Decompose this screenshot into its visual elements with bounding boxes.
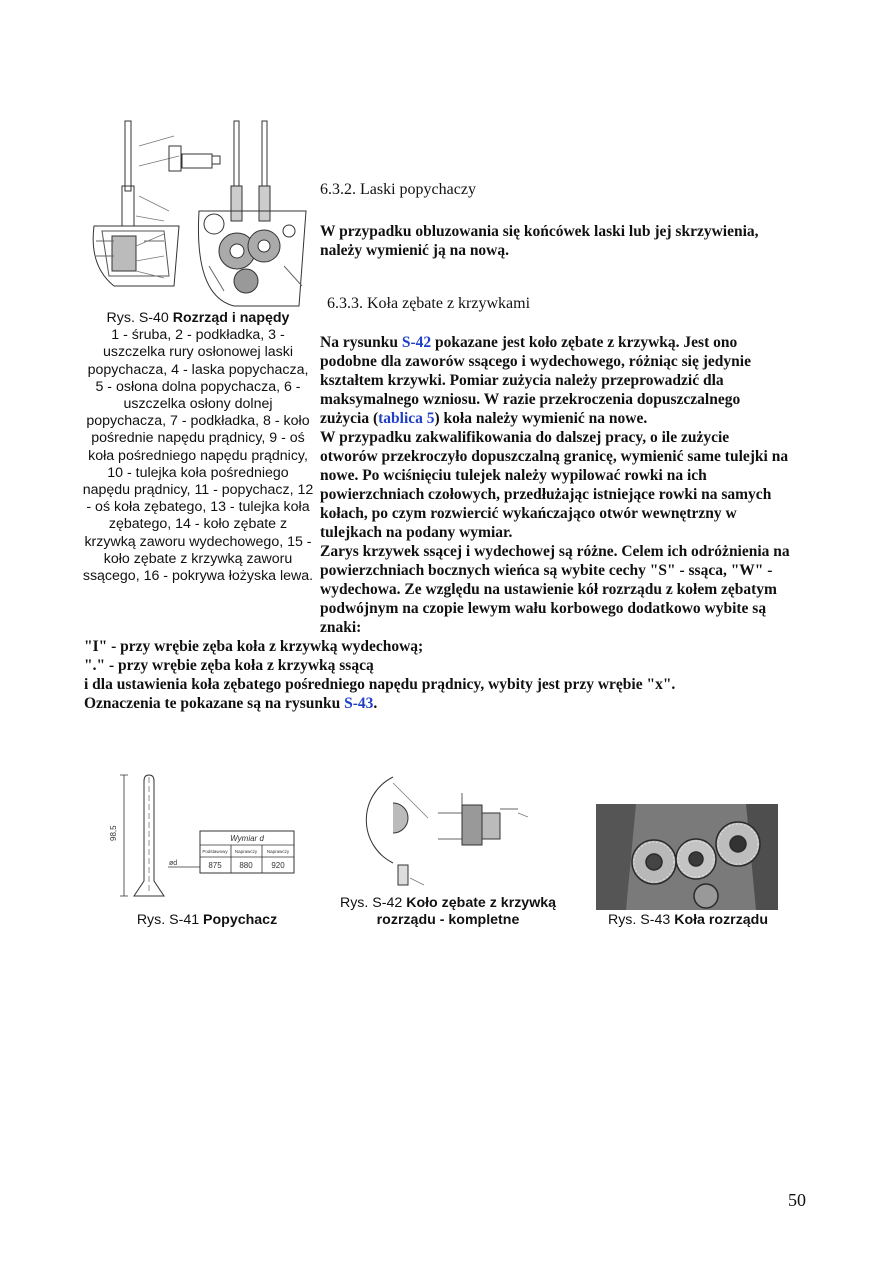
figure-s41-label: Rys. S-41 — [136, 912, 204, 928]
figure-s42-label: Rys. S-42 — [339, 895, 407, 911]
marking-line-4 — [84, 694, 804, 713]
link-s43[interactable]: S-43 — [344, 695, 374, 712]
figure-s41-table-value-3: 920 — [271, 861, 285, 870]
marking-line-1: "I" - przy wrębie zęba koła z krzywką wydechową; — [84, 638, 424, 655]
figure-s41-drawing — [108, 771, 298, 907]
figure-s41-table-col-1: Podstawowy — [202, 849, 228, 854]
section-633-paragraph-1 — [320, 333, 790, 428]
paragraph-1-text-a: Na rysunku — [320, 334, 402, 351]
section-633-paragraph-3: Zarys krzywek ssącej i wydechowej są różne. Celem ich odróżnienia na powierzchniach bocznych wieńca są wybite cechy "S" - ssąca, "W" - wydechowa. Ze względu na ustawienie kół rozrządu z kołem zębatym podwójnym na czopie lewym wału korbowego dodatkowo wybite są znaki: — [320, 543, 790, 636]
figure-s41-table-col-3: Naprawczy — [266, 849, 290, 854]
section-633-paragraph-2: W przypadku zakwalifikowania do dalszej pracy, o ile zużycie otworów przekroczyło dopuszczalną granicę, wymienić same tulejki na nowe. Po wciśnięciu tulejek należy wypilować rowki na ich powierzchniach czołowych, przedłużając istniejące rowki na samych kołach, po czym rozwiercić wykańczająco otwór wewnętrzny w tulejkach na podany wymiar. — [320, 429, 789, 541]
figure-s43-label: Rys. S-43 — [607, 912, 675, 928]
svg-text:98,5: 98,5 — [109, 825, 118, 841]
figure-s42-title: Koło zębate z krzywką rozrządu - kompletne — [376, 895, 557, 929]
line-4-text-a: Oznaczenia te pokazane są na rysunku — [84, 695, 345, 712]
paragraph-1-text-b: pokazane jest koło zębate z krzywką. Jest ono podobne dla zaworów ssącego i wydechowego, różniąc się jedynie kształtem krzywki. Pomiar zużycia należy przeprowadzić dla maksymalnego wzniosu. W razie przekroczenia dopuszczalnego zużycia ( — [320, 334, 751, 427]
paragraph-1-text-c: ) koła należy wymienić na nowe. — [434, 410, 648, 427]
figure-s43-title: Koła rozrządu — [674, 912, 769, 928]
marking-line-3: i dla ustawienia koła zębatego pośredniego napędu prądnicy, wybity jest przy wrębie "x". — [84, 676, 676, 693]
figure-s40-caption — [82, 310, 314, 585]
figure-s41-dim-label: ød — [169, 860, 178, 867]
figure-s40-drawing — [84, 116, 310, 308]
line-4-text-b: . — [373, 695, 378, 712]
figure-s40-label: Rys. S-40 — [106, 310, 173, 326]
figure-s41-title: Popychacz — [203, 912, 278, 928]
link-s42[interactable]: S-42 — [401, 334, 432, 351]
figure-s42-drawing — [358, 773, 534, 893]
link-tablica-5[interactable]: tablica 5 — [378, 410, 435, 427]
figure-s40-description: 1 - śruba, 2 - podkładka, 3 - uszczelka rury osłonowej laski popychacza, 4 - laska popychacza, 5 - osłona dolna popychacza, 6 - uszczelka osłony dolnej popychacza, 7 - podkładka, 8 - koło pośrednie napędu prądnicy, 9 - oś koła pośredniego napędu prądnicy, 10 - tulejka koła pośredniego napędu prądnicy, 11 - popychacz, 12 - oś koła zębatego, 13 - tulejka koła zębatego, 14 - koło zębate z krzywką zaworu wydechowego, 15 - koło zębate z krzywką zaworu ssącego, 16 - pokrywa łożyska lewa. — [82, 327, 314, 585]
figure-s42-caption — [330, 895, 566, 929]
section-633-heading: 6.3.3. Koła zębate z krzywkami — [327, 295, 531, 312]
section-632-body: W przypadku obluzowania się końcówek laski lub jej skrzywienia, należy wymienić ją na nową. — [320, 223, 759, 259]
page-number: 50 — [788, 1190, 806, 1210]
figure-s40-title: Rozrząd i napędy — [172, 310, 290, 326]
section-632-heading: 6.3.2. Laski popychaczy — [320, 181, 476, 198]
figure-s43-caption — [590, 912, 786, 929]
figure-s41-table-col-2: Naprawczy — [234, 849, 258, 854]
figure-s41-caption — [112, 912, 302, 929]
marking-line-2: "." - przy wrębie zęba koła z krzywką ssącą — [84, 657, 374, 674]
figure-s41-table-value-1: 875 — [208, 861, 222, 870]
figure-s43-photo — [596, 804, 778, 910]
figure-s41-table-value-2: 880 — [239, 861, 253, 870]
figure-s41-table-header: Wymiar d — [230, 834, 264, 843]
